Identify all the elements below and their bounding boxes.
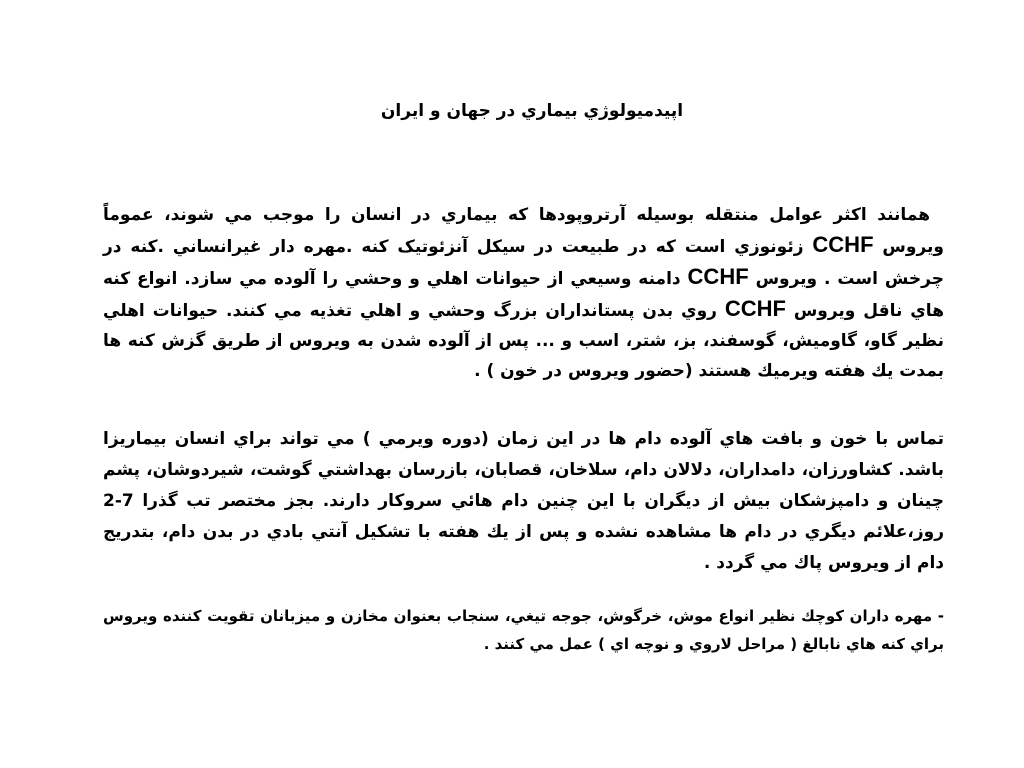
cchf-acronym-3: CCHF <box>724 296 786 321</box>
paragraph-1 <box>103 200 944 386</box>
paragraph-1-text-2: زئونوزي است که در طبيعت در سيکل آنزئوتيک کنه .مهره دار غيرانساني .کنه در چرخش است . ويروس <box>103 237 944 289</box>
cchf-acronym-1: CCHF <box>812 232 874 257</box>
slide-title: اپيدميولوژي بيماري در جهان و ايران <box>380 101 684 121</box>
paragraph-1-text-1: همانند اکثر عوامل منتقله بوسيله آرتروپودها که بيماري در انسان را موجب مي شوند، عموماً ويروس <box>103 205 944 257</box>
cchf-acronym-2: CCHF <box>687 264 749 289</box>
paragraph-1-text-4: روي بدن پستانداران بزرگ وحشي و اهلي تغذيه مي کنند. حيوانات اهلي نظير گاو، گاوميش، گوسفند، بز، شتر، اسب و ... پس از آلوده شدن به ويروس از طريق گزش کنه ها بمدت يك هفته ويرميك هستند (حضور ويروس در خون ) . <box>103 301 944 381</box>
paragraph-1-text-3: دامنه وسيعي از حيوانات اهلي و وحشي را آلوده مي سازد. انواع کنه هاي ناقل ويروس <box>103 269 944 321</box>
paragraph-2: تماس با خون و بافت هاي آلوده دام ها در اين زمان (دوره ويرمي ) مي تواند براي انسان بيماريزا باشد. کشاورزان، دامداران، دلالان دام، سلاخان، قصابان، بازرسان بهداشتي گوشت، شيردوشان، پشم چينان و دامپزشکان بيش از ديگران با اين چنين دام هائي سروکار دارند. بجز مختصر تب گذرا 7-2 روز،علائم ديگري در دام ها مشاهده نشده و پس از يك هفته با تشکيل آنتي بادي در بدن دام، بتدريج دام از ويروس پاك مي گردد . <box>103 429 944 573</box>
paragraph-3: - مهره داران کوچك نظير انواع موش، خرگوش، جوجه تيغي، سنجاب بعنوان مخازن و ميزبانان تقويت کننده ويروس براي کنه هاي نابالغ ( مراحل لاروي و نوچه اي ) عمل مي کنند . <box>103 607 944 653</box>
